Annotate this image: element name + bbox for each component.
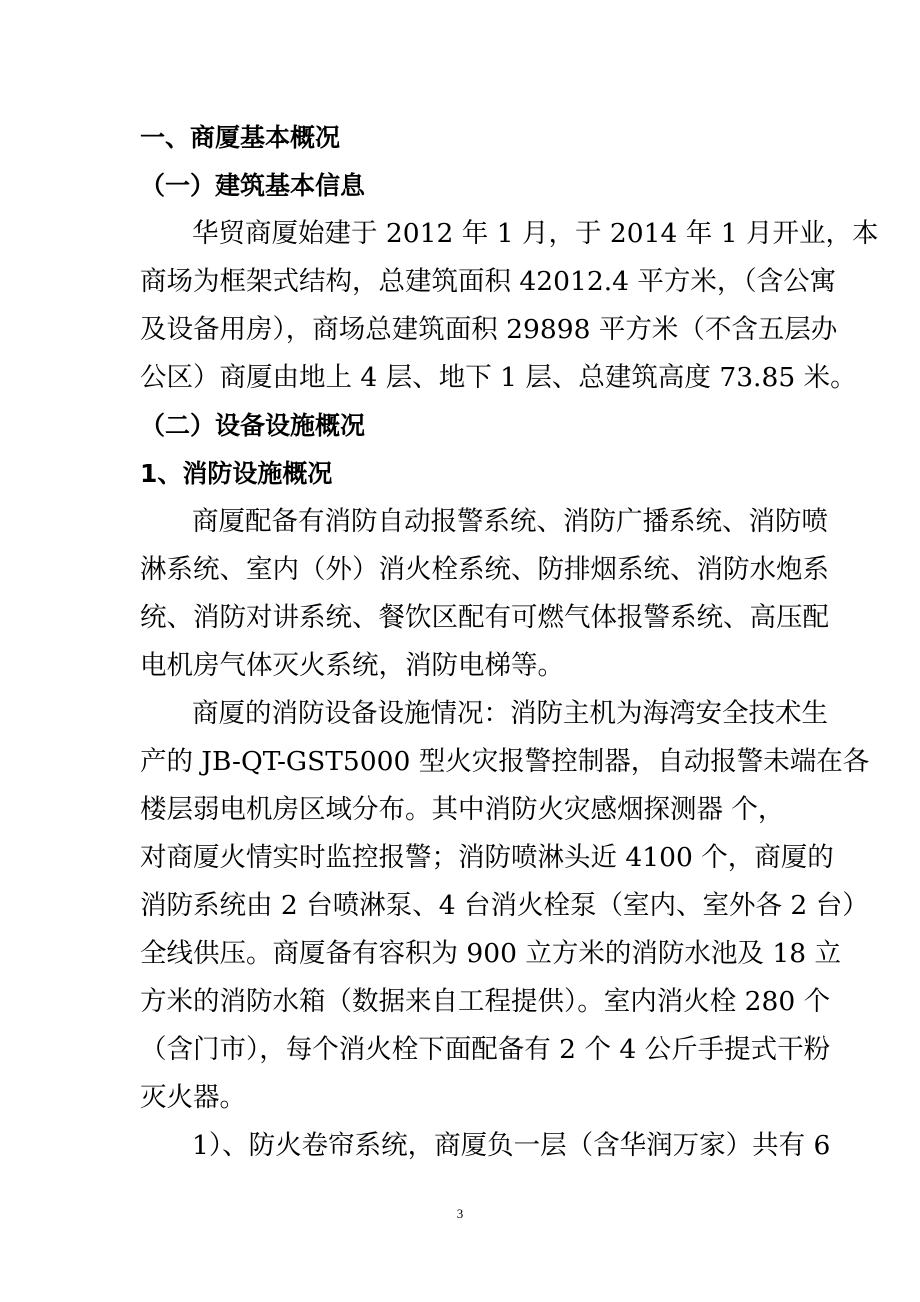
paragraph-line: 灭火器。 (140, 1082, 246, 1113)
paragraph-line: 产的 JB-QT-GST5000 型火灾报警控制器，自动报警未端在各 (140, 746, 870, 777)
heading-building-info: （一）建筑基本信息 (140, 171, 366, 200)
heading-equipment-overview: （二）设备设施概况 (140, 411, 366, 440)
paragraph-line: 淋系统、室内（外）消火栓系统、防排烟系统、消防水炮系 (140, 554, 829, 585)
paragraph-line: 电机房气体灭火系统，消防电梯等。 (140, 650, 564, 681)
paragraph-line: 公区）商厦由地上 4 层、地下 1 层、总建筑高度 73.85 米。 (140, 362, 857, 393)
paragraph-line: （含门市），每个消火栓下面配备有 2 个 4 公斤手提式干粉 (140, 1034, 831, 1065)
paragraph-line: 统、消防对讲系统、餐饮区配有可燃气体报警系统、高压配 (140, 602, 829, 633)
paragraph-line: 全线供压。商厦备有容积为 900 立方米的消防水池及 18 立 (140, 938, 841, 969)
paragraph-line: 消防系统由 2 台喷淋泵、4 台消火栓泵（室内、室外各 2 台） (140, 890, 869, 921)
paragraph-line: 商场为框架式结构，总建筑面积 42012.4 平方米，（含公寓 (140, 266, 837, 297)
heading-section-1: 一、商厦基本概况 (140, 123, 341, 152)
paragraph-line: 商厦的消防设备设施情况：消防主机为海湾安全技术生 (192, 698, 828, 729)
heading-fire-facilities: 1、消防设施概况 (140, 459, 333, 488)
paragraph-line: 商厦配备有消防自动报警系统、消防广播系统、消防喷 (192, 506, 828, 537)
paragraph-line: 华贸商厦始建于 2012 年 1 月，于 2014 年 1 月开业，本 (192, 218, 879, 249)
paragraph-line: 对商厦火情实时监控报警；消防喷淋头近 4100 个，商厦的 (140, 842, 834, 873)
paragraph-line: 1）、防火卷帘系统，商厦负一层（含华润万家）共有 6 (192, 1130, 831, 1161)
page-number: 3 (456, 1206, 464, 1221)
paragraph-line: 楼层弱电机房区域分布。其中消防火灾感烟探测器 个， (140, 794, 785, 825)
paragraph-line: 方米的消防水箱（数据来自工程提供）。室内消火栓 280 个 (140, 986, 831, 1017)
paragraph-line: 及设备用房），商场总建筑面积 29898 平方米（不含五层办 (140, 314, 838, 345)
